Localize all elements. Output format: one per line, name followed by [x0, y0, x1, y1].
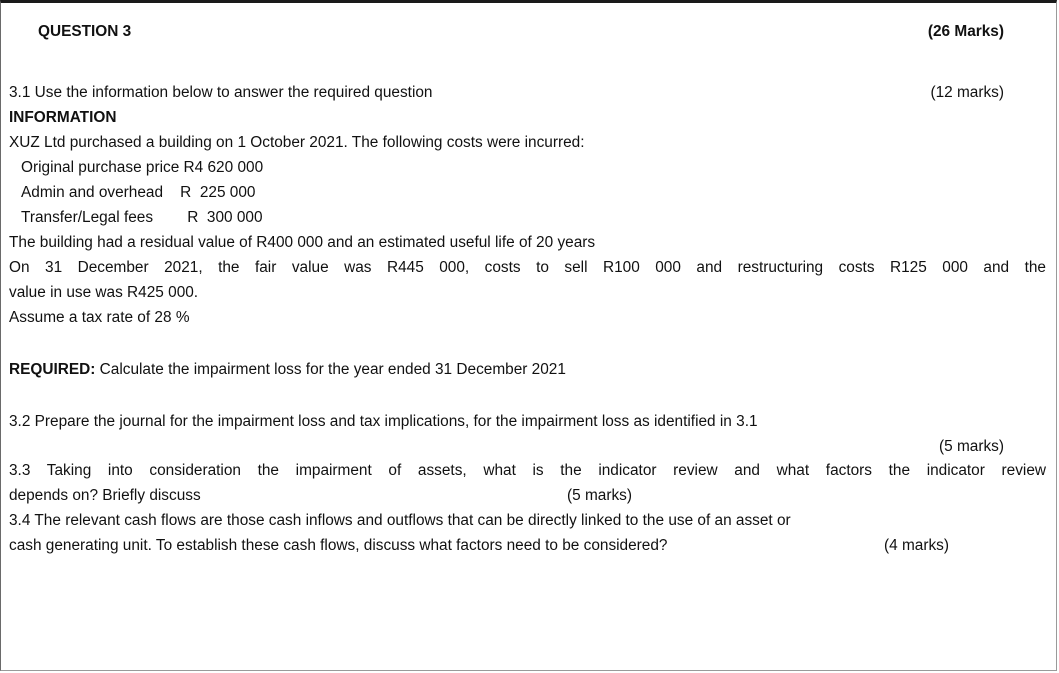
- cost-label: Original purchase price: [21, 159, 180, 176]
- required-label: REQUIRED:: [9, 361, 96, 378]
- part-3-3-line-2: depends on? Briefly discuss: [9, 487, 201, 504]
- cost-item-purchase-price: [21, 158, 263, 178]
- cost-amount: R 225 000: [180, 184, 256, 201]
- part-3-4-marks: (4 marks): [884, 537, 949, 554]
- part-3-3-line-1: 3.3 Taking into consideration the impairment of assets, what is the indicator review and what factors the indicator review: [9, 462, 1046, 479]
- fair-value-line-1: On 31 December 2021, the fair value was R445 000, costs to sell R100 000 and restructuring costs R125 000 and the: [9, 259, 1046, 276]
- question-total-marks: (26 Marks): [927, 23, 1004, 40]
- part-3-1-marks: (12 marks): [930, 84, 1004, 101]
- residual-value-line: The building had a residual value of R400 000 and an estimated useful life of 20 years: [9, 234, 596, 251]
- tax-rate-line: Assume a tax rate of 28 %: [9, 309, 190, 326]
- required-text: Calculate the impairment loss for the year ended 31 December 2021: [95, 361, 566, 378]
- purchase-statement: XUZ Ltd purchased a building on 1 October 2021. The following costs were incurred:: [9, 134, 585, 151]
- cost-item-transfer-legal: [21, 208, 263, 228]
- part-3-4-line-2: cash generating unit. To establish these cash flows, discuss what factors need to be considered?: [9, 537, 668, 554]
- required-line: [9, 360, 566, 380]
- cost-amount: R 300 000: [187, 209, 263, 226]
- cost-label: Admin and overhead: [21, 184, 164, 201]
- part-3-3-marks: (5 marks): [567, 487, 632, 504]
- fair-value-line-2: value in use was R425 000.: [9, 284, 199, 301]
- cost-item-admin-overhead: [21, 183, 255, 203]
- cost-label: Transfer/Legal fees: [21, 209, 154, 226]
- question-title: QUESTION 3: [38, 23, 132, 40]
- part-3-4-line-1: 3.4 The relevant cash flows are those cash inflows and outflows that can be directly linked to the use of an asset or: [9, 512, 791, 529]
- part-3-2-marks: (5 marks): [939, 438, 1004, 455]
- information-heading: INFORMATION: [9, 109, 117, 126]
- part-3-2-text: 3.2 Prepare the journal for the impairment loss and tax implications, for the impairment loss as identified in 3.1: [9, 413, 758, 430]
- cost-amount: R4 620 000: [183, 159, 264, 176]
- part-3-1-intro: 3.1 Use the information below to answer the required question: [9, 84, 433, 101]
